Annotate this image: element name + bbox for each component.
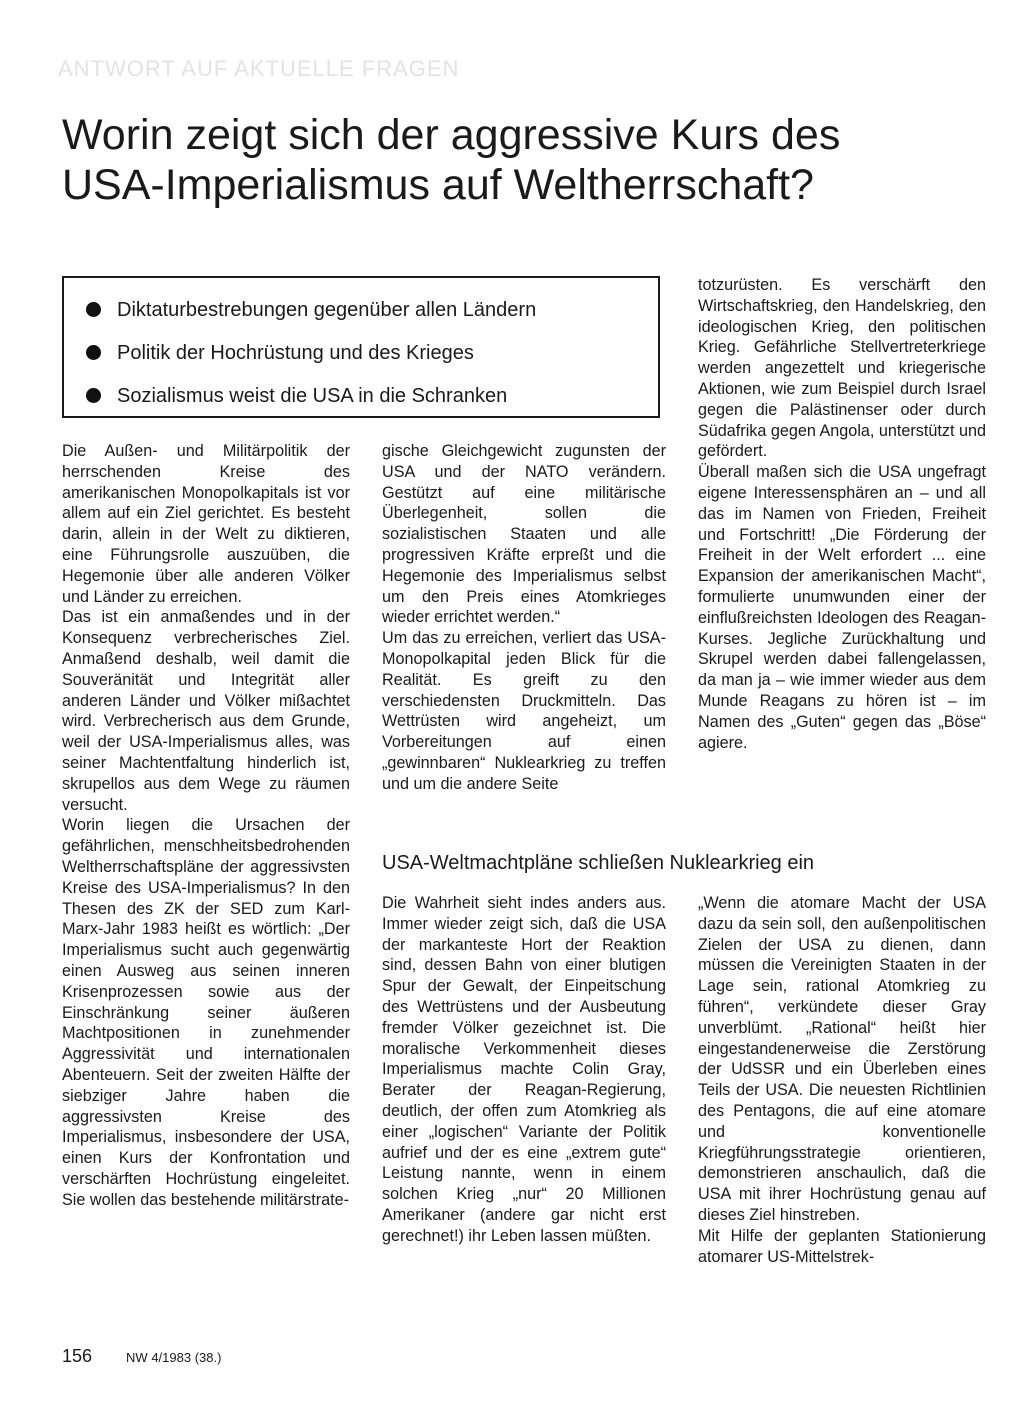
summary-item — [86, 374, 658, 417]
summary-item-label: Politik der Hochrüstung und des Krieges — [117, 341, 474, 364]
summary-item — [86, 331, 658, 374]
paragraph: Mit Hilfe der geplanten Stationierung atomarer US-Mittelstrek- — [698, 1226, 986, 1266]
paragraph: Worin liegen die Ursachen der gefährlichen, menschheitsbedrohenden Weltherrschaftspläne der aggressivsten Kreise des USA-Imperialismus? In den Thesen des ZK der SED zum Karl-Marx-Jahr 1983 heißt es wörtlich: „Der Imperialismus sucht auch gegenwärtig einen Ausweg aus seinen inneren Krisenprozessen sowie aus der Einschränkung seiner äußeren Machtpositionen in zunehmender Aggressivität und internationalen Abenteuern. Seit der zweiten Hälfte der siebziger Jahre haben die aggressivsten Kreise des Imperialismus, insbesondere der USA, einen Kurs der Konfrontation und verschärften Hochrüstung eingeleitet. Sie wollen das bestehende militärstrate- — [62, 816, 350, 1209]
paragraph: Um das zu erreichen, verliert das USA-Monopolkapital jeden Blick für die Realität. Es greift zu den verschiedensten Druckmitteln. Das Wettrüsten wird angeheizt, um Vorbereitungen auf einen „gewinnbaren“ Nuklearkrieg zu treffen und um die andere Seite — [382, 629, 666, 793]
page-footer — [62, 1346, 221, 1367]
summary-item-label: Sozialismus weist die USA in die Schranken — [117, 384, 508, 407]
bullet-icon — [86, 345, 101, 360]
article-column-2 — [382, 441, 666, 795]
paragraph: Die Wahrheit sieht indes anders aus. Immer wieder zeigt sich, daß die USA der markanteste Hort der Reaktion sind, dessen Bahn von einer blutigen Spur der Gewalt, der Einpeitschung des Wettrüstens und der Ausbeutung fremder Völker gezeichnet ist. Die moralische Verkommenheit dieses Imperialismus machte Colin Gray, Berater der Reagan-Regierung, deutlich, der offen zum Atomkrieg als einer „logischen“ Variante der Politik aufrief und der es eine „extrem gute“ Leistung nannte, wenn in einem solchen Krieg „nur“ 20 Millionen Amerikaner (andere gar nicht erst gerechnet!) ihr Leben lassen müßten. — [382, 894, 666, 1245]
paragraph: gische Gleichgewicht zugunsten der USA und der NATO verändern. Gestützt auf eine militärische Überlegenheit, sollen die sozialistischen Staaten und alle progressiven Kräfte erpreßt und die Hegemonie des Imperialismus selbst um den Preis eines Atomkrieges wieder errichtet werden.“ — [382, 442, 666, 627]
paragraph: „Wenn die atomare Macht der USA dazu da sein soll, den außenpolitischen Zielen der USA zu dienen, dann müssen die Vereinigten Staaten in der Lage sein, rational Atomkrieg zu führen“, verkündete dieser Gray unverblümt. „Rational“ heißt hier eingestandenerweise die Zerstörung der UdSSR und ein Überleben eines Teils der USA. Die neuesten Richtlinien des Pentagons, die auf eine atomare und konventionelle Kriegführungsstrategie orientieren, demonstrieren anschaulich, daß die USA mit ihrer Hochrüstung genau auf dieses Ziel hinstreben. — [698, 894, 986, 1224]
page-title — [62, 110, 962, 210]
section-subheading: USA-Weltmachtpläne schließen Nuklearkrieg ein — [382, 852, 815, 874]
page-title-line-1: Worin zeigt sich der aggressive Kurs des — [62, 111, 841, 159]
article-column-3 — [698, 275, 986, 753]
summary-box — [62, 276, 660, 418]
paragraph: Die Außen- und Militärpolitik der herrschenden Kreise des amerikanischen Monopolkapitals ist vor allem auf ein Ziel gerichtet. Es besteht darin, allein in der Welt zu diktieren, eine Führungsrolle auszuüben, die Hegemonie über alle anderen Völker und Länder zu erreichen. — [62, 442, 350, 606]
paragraph: Überall maßen sich die USA ungefragt eigene Interessensphären an – und all das im Namen von Frieden, Freiheit und Fortschritt! „Die Förderung der Freiheit in der Welt erfordert ... eine Expansion der amerikanischen Macht“, formulierte unumwunden einer der einflußreichsten Ideologen des Reagan-Kurses. Jegliche Zurückhaltung und Skrupel werden dabei fallengelassen, da man ja – wie immer wieder aus dem Munde Reagans zu hören ist – im Namen des „Guten“ gegen das „Böse“ agiere. — [698, 463, 986, 752]
bullet-icon — [86, 302, 101, 317]
article-column-4 — [382, 893, 666, 1247]
paragraph: Das ist ein anmaßendes und in der Konsequenz verbrecherisches Ziel. Anmaßend deshalb, weil damit die Souveränität und Integrität aller anderen Länder und Völker mißachtet wird. Verbrecherisch aus dem Grunde, weil der USA-Imperialismus alles, was seiner Machtentfaltung hinderlich ist, skrupellos aus dem Wege zu räumen versucht. — [62, 608, 350, 814]
summary-item — [86, 288, 658, 331]
section-kicker: ANTWORT AUF AKTUELLE FRAGEN — [58, 56, 460, 81]
issue-reference: NW 4/1983 (38.) — [126, 1350, 222, 1365]
article-column-1 — [62, 441, 350, 1210]
page-number: 156 — [62, 1346, 93, 1366]
paragraph: totzurüsten. Es verschärft den Wirtschaftskrieg, den Handelskrieg, den ideologischen Krieg, den politischen Krieg. Gefährliche Stellvertreterkriege werden angezettelt und kriegerische Aktionen, wie zum Beispiel durch Israel gegen die Palästinenser oder durch Südafrika gegen Angola, unterstützt und gefördert. — [698, 276, 986, 461]
page-title-line-2: USA-Imperialismus auf Weltherrschaft? — [62, 161, 814, 209]
bullet-icon — [86, 388, 101, 403]
summary-item-label: Diktaturbestrebungen gegenüber allen Ländern — [117, 298, 537, 321]
article-column-5 — [698, 893, 986, 1267]
